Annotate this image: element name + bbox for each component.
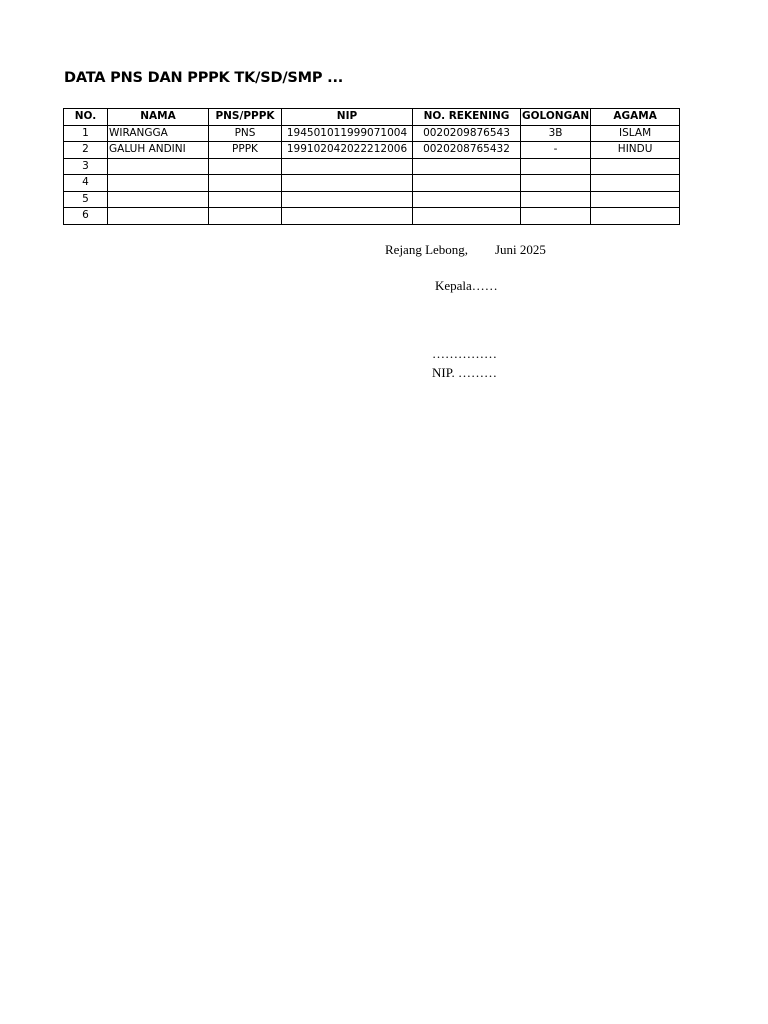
cell-rekening	[413, 191, 521, 208]
cell-agama	[591, 208, 680, 225]
cell-status: PNS	[209, 125, 282, 142]
header-rekening: NO. REKENING	[413, 109, 521, 126]
cell-nama	[108, 208, 209, 225]
cell-golongan	[521, 208, 591, 225]
table-row	[64, 208, 680, 225]
table-row	[64, 142, 680, 159]
cell-rekening: 0020209876543	[413, 125, 521, 142]
signature-name: ……………	[432, 346, 497, 361]
cell-status	[209, 158, 282, 175]
header-agama: AGAMA	[591, 109, 680, 126]
table-row	[64, 125, 680, 142]
cell-no: 2	[64, 142, 108, 159]
cell-agama	[591, 191, 680, 208]
cell-nip	[282, 208, 413, 225]
signature-position: Kepala……	[435, 278, 498, 293]
signature-date: Juni 2025	[495, 242, 546, 257]
employee-table	[63, 108, 680, 225]
table-row	[64, 175, 680, 192]
header-nip: NIP	[282, 109, 413, 126]
header-no: NO.	[64, 109, 108, 126]
table-row	[64, 158, 680, 175]
cell-agama: ISLAM	[591, 125, 680, 142]
cell-rekening	[413, 208, 521, 225]
cell-status: PPPK	[209, 142, 282, 159]
cell-agama: HINDU	[591, 142, 680, 159]
cell-nip: 199102042022212006	[282, 142, 413, 159]
cell-status	[209, 175, 282, 192]
cell-nip	[282, 158, 413, 175]
cell-nama	[108, 158, 209, 175]
cell-rekening	[413, 175, 521, 192]
cell-rekening: 0020208765432	[413, 142, 521, 159]
cell-status	[209, 191, 282, 208]
cell-agama	[591, 175, 680, 192]
cell-nip	[282, 191, 413, 208]
signature-nip: NIP. ………	[432, 365, 498, 380]
cell-nama	[108, 191, 209, 208]
cell-agama	[591, 158, 680, 175]
signature-place: Rejang Lebong,	[385, 242, 469, 257]
cell-rekening	[413, 158, 521, 175]
header-nama: NAMA	[108, 109, 209, 126]
header-golongan: GOLONGAN	[521, 109, 591, 126]
document-title: DATA PNS DAN PPPK TK/SD/SMP ...	[64, 70, 344, 86]
cell-nama	[108, 175, 209, 192]
cell-no: 3	[64, 158, 108, 175]
table-row	[64, 191, 680, 208]
header-status: PNS/PPPK	[209, 109, 282, 126]
cell-no: 1	[64, 125, 108, 142]
cell-nama: GALUH ANDINI	[108, 142, 209, 159]
cell-nip: 194501011999071004	[282, 125, 413, 142]
cell-no: 5	[64, 191, 108, 208]
cell-golongan: -	[521, 142, 591, 159]
cell-status	[209, 208, 282, 225]
cell-golongan	[521, 191, 591, 208]
cell-nama: WIRANGGA	[108, 125, 209, 142]
cell-golongan: 3B	[521, 125, 591, 142]
cell-no: 4	[64, 175, 108, 192]
cell-golongan	[521, 175, 591, 192]
cell-golongan	[521, 158, 591, 175]
cell-no: 6	[64, 208, 108, 225]
cell-nip	[282, 175, 413, 192]
table-header-row	[64, 109, 680, 126]
